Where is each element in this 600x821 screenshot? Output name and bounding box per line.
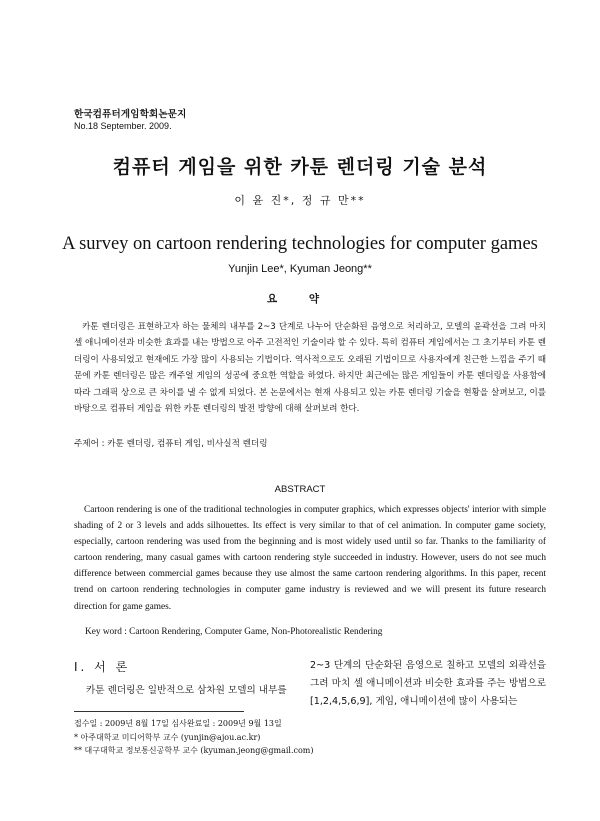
english-abstract: Cartoon rendering is one of the traditional technologies in computer graphics, which expresses objects' interior with simple shading of 2 or 3 levels and adds silhouettes. Its effect is very similar to that of cel animation. In computer game society, especially, cartoon rendering was used from the beginning and is most widely used until so far. Thanks to the familiarity of cartoon rendering, many casual games with cartoon rendering style succeeded in industry. However, users do not see much difference between commercial games because they use almost the same cartoon rendering algorithms. In this paper, recent trend on cartoon rendering technologies in computer game industry is reviewed and we will present its future research direction for game games.: [74, 505, 546, 612]
korean-authors: 이 윤 진*, 정 규 만**: [234, 194, 366, 207]
korean-keywords: 주제어 : 카툰 렌더링, 컴퓨터 게임, 비사실적 렌더링: [74, 439, 268, 449]
korean-title: 컴퓨터 게임을 위한 카툰 렌더링 기술 분석: [112, 156, 488, 178]
english-title: A survey on cartoon rendering technologies for computer games: [62, 234, 538, 254]
english-keywords: Key word : Cartoon Rendering, Computer Game, Non-Photorealistic Rendering: [85, 627, 383, 637]
section-title: Ⅰ. 서 론: [74, 660, 131, 674]
body-column-right: 2~3 단계의 단순화된 음영으로 칠하고 모델의 외곽선을 그려 마치 셀 애니메이션과 비슷한 효과를 주는 방법으로[1,2,4,5,6,9], 게임, 애니메이션에 많이 사용되는: [310, 660, 546, 707]
footnote-divider: [74, 711, 244, 712]
body-column-left: 카툰 렌더링은 일반적으로 삼차원 모델의 내부를: [86, 685, 287, 696]
footnote-dates: 접수일 : 2009년 8월 17일 심사완료일 : 2009년 9월 13일: [74, 719, 282, 728]
korean-abstract-heading: 요 약: [267, 293, 333, 305]
footnote-author1: * 아주대학교 미디어학부 교수 (yunjin@ajou.ac.kr): [74, 733, 261, 742]
issue-info: No.18 September. 2009.: [74, 121, 172, 131]
english-authors: Yunjin Lee*, Kyuman Jeong**: [228, 263, 372, 275]
english-abstract-heading: ABSTRACT: [274, 484, 326, 495]
korean-abstract: 카툰 렌더링은 표현하고자 하는 물체의 내부를 2~3 단계로 나누어 단순화된 음영으로 처리하고, 모델의 윤곽선을 그려 마치 셀 애니메이션과 비슷한 효과를 내는 방법으로 아주 고전적인 기술이라 할 수 있다. 특히 컴퓨터 게임에서는 그 초기부터 카툰 렌더링이 사용되었고 현재에도 가장 많이 사용되는 기법이다. 역사적으로도 오래된 기법이므로 사용자에게 친근한 느낌을 주기 때문에 카툰 렌더링은 많은 캐주얼 게임의 성공에 중요한 역할을 하였다. 하지만 최근에는 많은 게임들이 카툰 렌더링을 사용함에 따라 그래픽 상으로 큰 차이를 낼 수 없게 되었다. 본 논문에서는 현재 사용되고 있는 카툰 렌더링 기술을 현황을 살펴보고, 이를 바탕으로 컴퓨터 게임을 위한 카툰 렌더링의 발전 방향에 대해 살펴보려 한다.: [74, 322, 546, 415]
footnote-author2: ** 대구대학교 정보통신공학부 교수 (kyuman.jeong@gmail.com): [74, 746, 314, 755]
journal-name: 한국컴퓨터게임학회논문지: [74, 109, 187, 120]
